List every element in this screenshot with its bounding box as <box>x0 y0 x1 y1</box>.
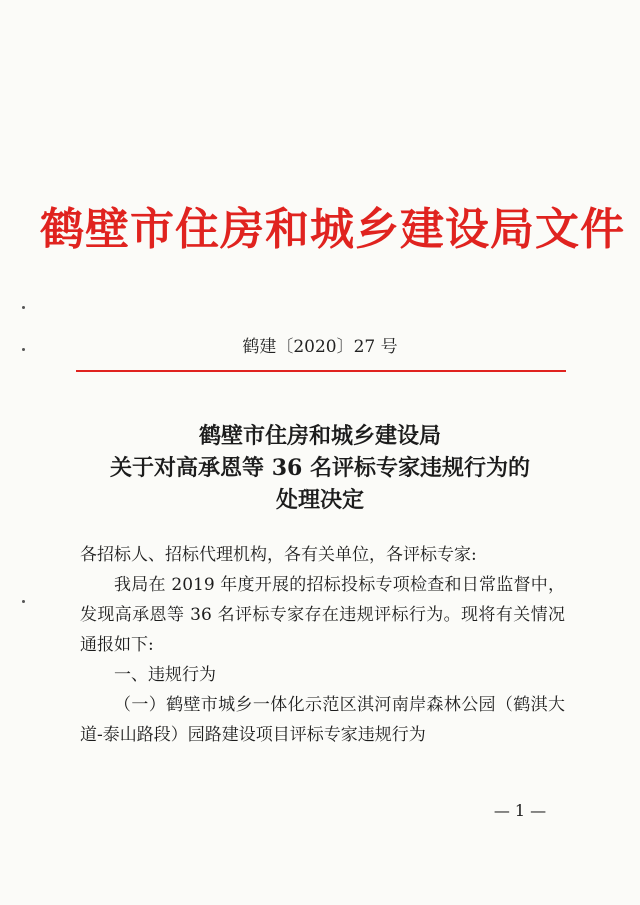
document-number: 鹤建〔2020〕27 号 <box>242 337 398 357</box>
subsection-heading-1: （一）鹤壁市城乡一体化示范区淇河南岸森林公园（鹤淇大道-泰山路段）园路建设项目评标专家违规行为 <box>80 695 565 745</box>
issuing-authority-title: 鹤壁市住房和城乡建设局文件 <box>40 204 625 255</box>
scan-speck <box>22 600 25 603</box>
red-divider-line <box>76 370 566 372</box>
section-heading-1: 一、违规行为 <box>114 665 216 685</box>
subject-line-1: 鹤壁市住房和城乡建设局 <box>198 423 441 449</box>
subject-line-2: 关于对高承恩等 36 名评标专家违规行为的 <box>110 455 530 481</box>
document-subject <box>0 420 640 516</box>
paragraph-1: 我局在 2019 年度开展的招标投标专项检查和日常监督中，发现高承恩等 36 名评标专家存在违规评标行为。现将有关情况通报如下: <box>80 575 565 655</box>
subject-line-3: 处理决定 <box>275 487 364 513</box>
scan-speck <box>22 306 25 309</box>
page-number: — 1 — <box>493 801 547 820</box>
salutation: 各招标人、招标代理机构，各有关单位，各评标专家: <box>80 545 477 565</box>
document-body <box>80 540 565 750</box>
